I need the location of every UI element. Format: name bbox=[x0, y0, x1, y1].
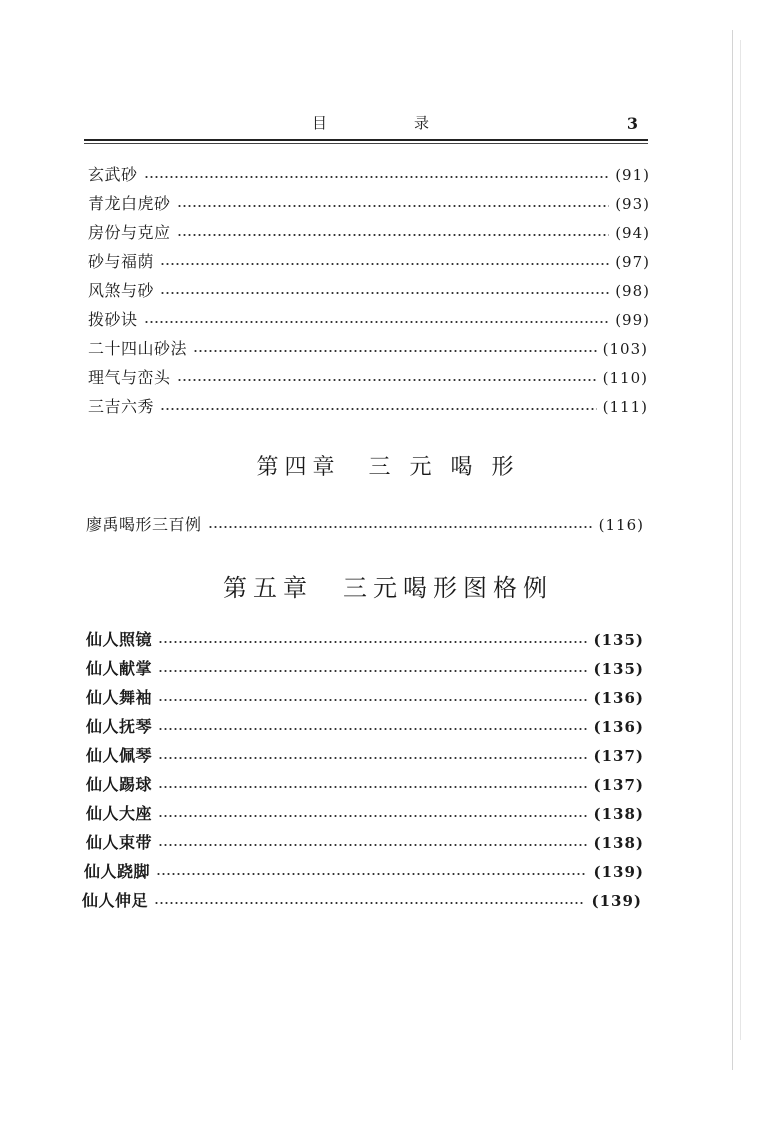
toc-entry-label: 理气与峦头 bbox=[88, 368, 171, 387]
page-number: 3 bbox=[626, 114, 638, 133]
toc-entry[interactable] bbox=[86, 685, 644, 711]
leader-dots bbox=[154, 902, 585, 904]
leader-dots bbox=[208, 526, 593, 528]
toc-entry-page: (137) bbox=[593, 776, 644, 794]
toc-entry-page: (138) bbox=[593, 805, 644, 823]
toc-entry[interactable] bbox=[86, 743, 644, 769]
toc-entry[interactable] bbox=[88, 162, 650, 188]
toc-entry[interactable] bbox=[88, 278, 650, 304]
toc-entry-label: 房份与克应 bbox=[88, 223, 171, 242]
toc-entry-page: (94) bbox=[615, 224, 650, 242]
leader-dots bbox=[177, 234, 610, 236]
toc-entry-page: (103) bbox=[602, 340, 648, 358]
toc-entry-label: 仙人伸足 bbox=[82, 891, 149, 910]
header-title-right: 录 bbox=[414, 114, 430, 132]
leader-dots bbox=[158, 699, 587, 701]
header-title-left: 目 bbox=[312, 114, 328, 132]
chapter-5-title: 第五章 三元喝形图格例 bbox=[223, 574, 553, 602]
toc-entry[interactable] bbox=[84, 859, 644, 885]
toc-entry[interactable] bbox=[86, 714, 644, 740]
toc-entry[interactable] bbox=[88, 220, 650, 246]
header-rule bbox=[84, 143, 648, 144]
toc-entry[interactable] bbox=[86, 656, 644, 682]
toc-entry[interactable] bbox=[88, 336, 648, 362]
toc-entry-label: 仙人献掌 bbox=[86, 659, 153, 678]
toc-entry[interactable] bbox=[88, 307, 650, 333]
toc-entry-label: 仙人跷脚 bbox=[84, 862, 151, 881]
leader-dots bbox=[160, 408, 597, 410]
toc-entry-page: (139) bbox=[591, 892, 642, 910]
toc-entry-label: 仙人佩琴 bbox=[86, 746, 153, 765]
toc-entry-label: 仙人舞袖 bbox=[86, 688, 153, 707]
toc-entry-page: (97) bbox=[615, 253, 650, 271]
toc-entry[interactable] bbox=[88, 394, 648, 420]
leader-dots bbox=[156, 873, 587, 875]
toc-entry[interactable] bbox=[88, 365, 648, 391]
header-rule bbox=[84, 139, 648, 141]
toc-entry-page: (111) bbox=[602, 398, 648, 416]
toc-entry-page: (135) bbox=[593, 660, 644, 678]
toc-entry-page: (110) bbox=[602, 369, 648, 387]
toc-entry-page: (136) bbox=[593, 718, 644, 736]
toc-entry-label: 仙人大座 bbox=[86, 804, 153, 823]
leader-dots bbox=[160, 263, 609, 265]
toc-entry-page: (135) bbox=[593, 631, 644, 649]
toc-entry[interactable] bbox=[82, 888, 642, 914]
page-edge-line bbox=[732, 30, 733, 1070]
chapter-4-title: 第四章 三 元 喝 形 bbox=[256, 455, 520, 480]
page-edge-line bbox=[740, 40, 741, 1040]
toc-entry-page: (99) bbox=[615, 311, 650, 329]
toc-entry[interactable] bbox=[86, 512, 644, 538]
leader-dots bbox=[177, 379, 597, 381]
toc-entry[interactable] bbox=[88, 191, 650, 217]
toc-entry-page: (137) bbox=[593, 747, 644, 765]
toc-entry[interactable] bbox=[88, 249, 650, 275]
toc-entry-label: 青龙白虎砂 bbox=[88, 194, 171, 213]
toc-entry[interactable] bbox=[86, 830, 644, 856]
leader-dots bbox=[144, 176, 610, 178]
toc-entry-label: 仙人踢球 bbox=[86, 775, 153, 794]
toc-entry-label: 拨砂诀 bbox=[88, 310, 138, 329]
toc-entry-label: 廖禹喝形三百例 bbox=[86, 515, 202, 534]
toc-entry-label: 砂与福荫 bbox=[88, 252, 155, 271]
toc-entry-page: (91) bbox=[615, 166, 650, 184]
leader-dots bbox=[158, 844, 587, 846]
toc-entry-page: (116) bbox=[598, 516, 644, 534]
leader-dots bbox=[193, 350, 597, 352]
leader-dots bbox=[158, 641, 587, 643]
toc-entry-page: (93) bbox=[615, 195, 650, 213]
toc-entry-label: 二十四山砂法 bbox=[88, 339, 188, 358]
toc-entry-page: (139) bbox=[593, 863, 644, 881]
toc-entry-label: 风煞与砂 bbox=[88, 281, 155, 300]
page-header bbox=[84, 112, 648, 138]
leader-dots bbox=[158, 815, 587, 817]
toc-entry-label: 玄武砂 bbox=[88, 165, 138, 184]
toc-entry[interactable] bbox=[86, 801, 644, 827]
toc-entry-page: (138) bbox=[593, 834, 644, 852]
toc-entry-label: 三吉六秀 bbox=[88, 397, 155, 416]
toc-entry-page: (98) bbox=[615, 282, 650, 300]
toc-entry-page: (136) bbox=[593, 689, 644, 707]
leader-dots bbox=[158, 786, 587, 788]
toc-entry[interactable] bbox=[86, 627, 644, 653]
leader-dots bbox=[177, 205, 610, 207]
toc-entry[interactable] bbox=[86, 772, 644, 798]
leader-dots bbox=[144, 321, 610, 323]
leader-dots bbox=[160, 292, 609, 294]
toc-entry-label: 仙人抚琴 bbox=[86, 717, 153, 736]
leader-dots bbox=[158, 728, 587, 730]
leader-dots bbox=[158, 670, 587, 672]
toc-entry-label: 仙人束带 bbox=[86, 833, 153, 852]
toc-entry-label: 仙人照镜 bbox=[86, 630, 153, 649]
leader-dots bbox=[158, 757, 587, 759]
